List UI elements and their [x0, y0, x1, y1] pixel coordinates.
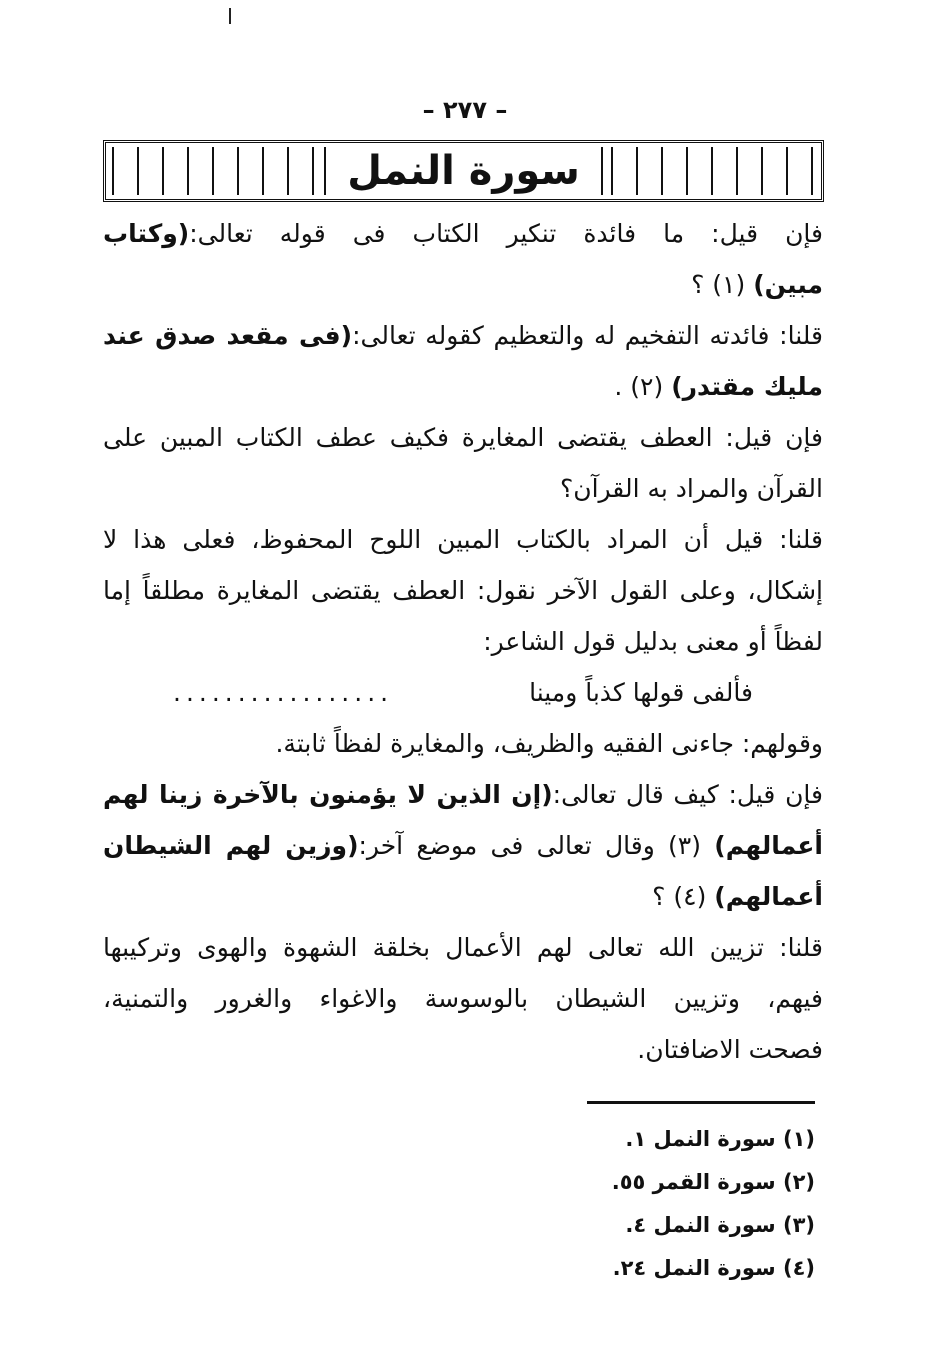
quran-quote: مبين) [753, 270, 823, 299]
text-line [103, 973, 823, 1024]
text-line [103, 769, 823, 820]
paragraph [103, 310, 823, 412]
paragraph [103, 769, 823, 922]
paragraph [103, 514, 823, 667]
text-run: قلنا: تزيين الله تعالى لهم الأعمال بخلقة الشهوة والهوى وتركيبها [103, 933, 823, 962]
poem-verse [103, 667, 823, 718]
ornament-bar [212, 147, 214, 195]
text-line [103, 718, 823, 769]
ornament-bar [237, 147, 239, 195]
footnote-separator [587, 1101, 815, 1104]
text-run: فيهم، وتزيين الشيطان بالوسوسة والاغواء والغرور والتمنية، [103, 984, 823, 1013]
text-run: فإن قيل: العطف يقتضى المغايرة فكيف عطف الكتاب المبين على [103, 423, 823, 452]
paragraphs-block-1 [103, 208, 823, 667]
body-text [103, 208, 823, 1075]
text-line [103, 565, 823, 616]
text-line [103, 820, 823, 871]
paragraphs-block-2 [103, 718, 823, 1075]
footnote: (٤) سورة النمل ٢٤. [612, 1256, 815, 1280]
ornament-bar [262, 147, 264, 195]
text-line [103, 1024, 823, 1075]
text-run: وقولهم: جاءنى الفقيه والظريف، والمغايرة لفظاً ثابتة. [275, 729, 823, 758]
text-run: لفظاً أو معنى بدليل قول الشاعر: [483, 627, 823, 656]
quran-quote: أعمالهم) [714, 831, 823, 860]
ornament-bar [786, 147, 788, 195]
text-run: إشكال، وعلى القول الآخر نقول: العطف يقتضى المغايرة مطلقاً إما [103, 576, 823, 605]
ornament-bar [312, 147, 314, 195]
text-run: قلنا: قيل أن المراد بالكتاب المبين اللوح المحفوظ، فعلى هذا لا [103, 525, 823, 554]
ornament-bar [761, 147, 763, 195]
text-line [103, 514, 823, 565]
quran-quote: (وزين لهم الشيطان [103, 831, 359, 860]
quran-quote: (فى مقعد صدق عند [103, 321, 353, 350]
text-run: (٢) . [614, 372, 672, 401]
paragraph [103, 922, 823, 1075]
text-run: القرآن والمراد به القرآن؟ [559, 474, 823, 503]
text-line [103, 259, 823, 310]
page-number: – ٢٧٧ – [422, 96, 508, 124]
ornament-bar [711, 147, 713, 195]
ornament-bar [686, 147, 688, 195]
text-line [103, 361, 823, 412]
header-ornament-right [611, 147, 815, 195]
text-line [103, 463, 823, 514]
text-run: (٣) وقال تعالى فى موضع آخر: [358, 831, 715, 860]
poem-hemistich: فألفى قولها كذباً ومينا [529, 678, 753, 707]
ornament-bar [162, 147, 164, 195]
ornament-bar [661, 147, 663, 195]
paragraph [103, 412, 823, 514]
text-line [103, 922, 823, 973]
text-line [103, 208, 823, 259]
paragraph [103, 208, 823, 310]
footnotes [460, 1118, 815, 1290]
ornament-bar [187, 147, 189, 195]
ornament-bar [137, 147, 139, 195]
quran-quote: مليك مقتدر) [671, 372, 823, 401]
text-run: (١) ؟ [691, 270, 754, 299]
footnote: (٣) سورة النمل ٤. [625, 1213, 815, 1237]
poem-ellipsis: ................. [173, 678, 394, 707]
surah-title-box [324, 147, 603, 195]
text-run: فصحت الاضافتان. [637, 1035, 823, 1064]
text-line [103, 310, 823, 361]
paragraph [103, 718, 823, 769]
footnote: (٢) سورة القمر ٥٥. [611, 1170, 815, 1194]
ornament-bar [112, 147, 114, 195]
quran-quote: (إن الذين لا يؤمنون بالآخرة زينا لهم [103, 780, 553, 809]
ornament-bar [611, 147, 613, 195]
scan-mark [229, 8, 231, 24]
quran-quote: أعمالهم) [714, 882, 823, 911]
text-line [103, 616, 823, 667]
surah-title: سورة النمل [347, 148, 580, 194]
surah-header-frame [103, 140, 824, 202]
text-run: (٤) ؟ [652, 882, 715, 911]
text-run: فإن قيل: ما فائدة تنكير الكتاب فى قوله تعالى: [189, 219, 823, 248]
text-run: قلنا: فائدته التفخيم له والتعظيم كقوله تعالى: [352, 321, 823, 350]
footnote: (١) سورة النمل ١. [625, 1127, 815, 1151]
ornament-bar [736, 147, 738, 195]
ornament-bar [287, 147, 289, 195]
ornament-bar [811, 147, 813, 195]
text-line [103, 871, 823, 922]
header-ornament-left [112, 147, 316, 195]
text-run: فإن قيل: كيف قال تعالى: [552, 780, 824, 809]
ornament-bar [636, 147, 638, 195]
text-line [103, 412, 823, 463]
quran-quote: (وكتاب [103, 219, 190, 248]
